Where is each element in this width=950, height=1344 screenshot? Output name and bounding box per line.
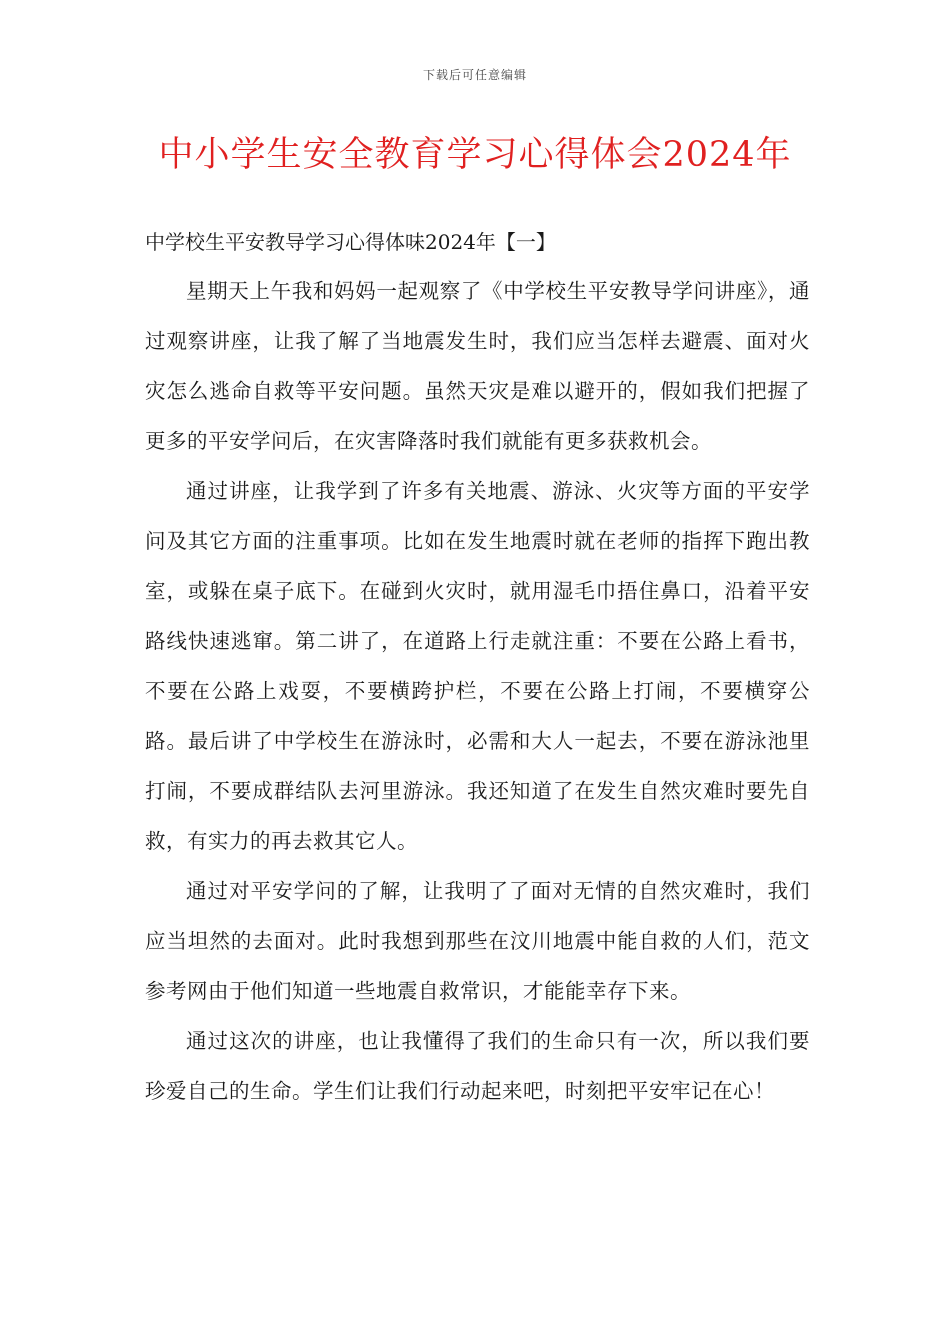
paragraph-2: 通过讲座，让我学到了许多有关地震、游泳、火灾等方面的平安学问及其它方面的注重事项。比如在发生地震时就在老师的指挥下跑出教室，或躲在桌子底下。在碰到火灾时，就用湿毛巾捂住鼻口，沿着平安路线快速逃窜。第二讲了，在道路上行走就注重：不要在公路上看书，不要在公路上戏耍，不要横跨护栏，不要在公路上打闹，不要横穿公路。最后讲了中学校生在游泳时，必需和大人一起去，不要在游泳池里打闹，不要成群结队去河里游泳。我还知道了在发生自然灾难时要先自救，有实力的再去救其它人。: [145, 479, 810, 853]
paragraph-1: 星期天上午我和妈妈一起观察了《中学校生平安教导学问讲座》，通过观察讲座，让我了解了当地震发生时，我们应当怎样去避震、面对火灾怎么逃命自救等平安问题。虽然天灾是难以避开的，假如我们把握了更多的平安学问后，在灾害降落时我们就能有更多获救机会。: [145, 279, 810, 453]
document-body: [145, 222, 810, 1116]
header-note: 下载后可任意编辑: [422, 68, 527, 82]
document-title: 中小学生安全教育学习心得体会2024年: [158, 135, 792, 175]
section-heading: 中学校生平安教导学习心得体味2024年【一】: [145, 230, 556, 254]
paragraph-3: 通过对平安学问的了解，让我明了了面对无情的自然灾难时，我们应当坦然的去面对。此时我想到那些在汶川地震中能自救的人们，范文参考网由于他们知道一些地震自救常识，才能能幸存下来。: [145, 879, 810, 1003]
paragraph-4: 通过这次的讲座，也让我懂得了我们的生命只有一次，所以我们要珍爱自己的生命。学生们让我们行动起来吧，时刻把平安牢记在心！: [145, 1029, 810, 1103]
